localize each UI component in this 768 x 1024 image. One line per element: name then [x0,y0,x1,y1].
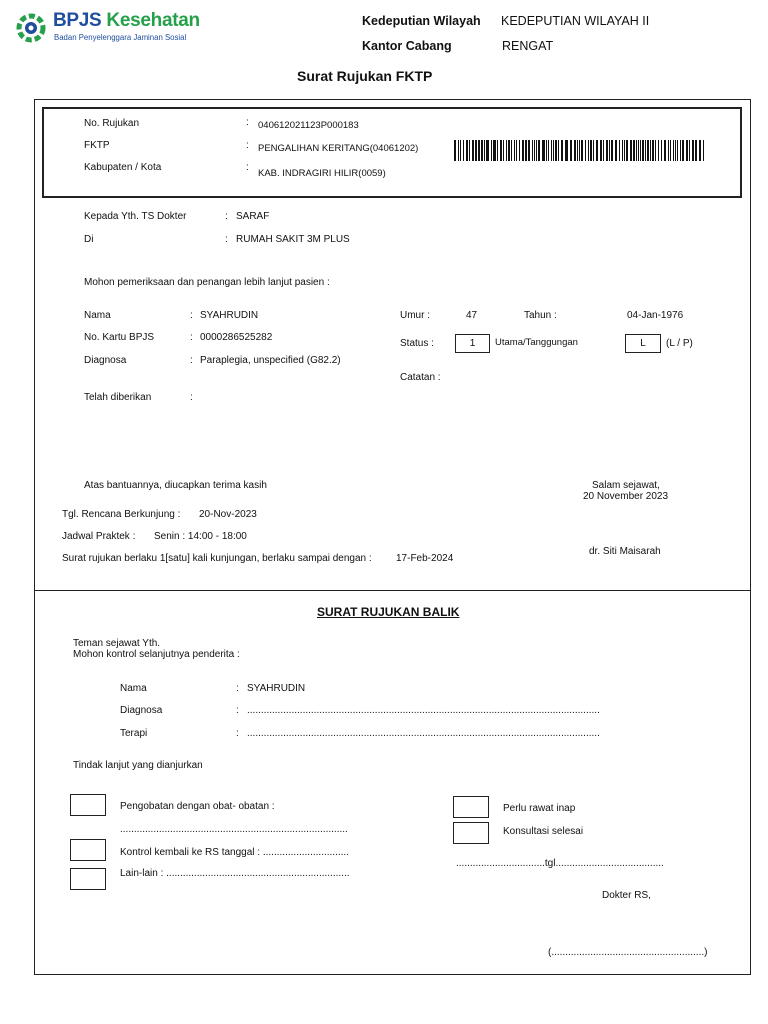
kedeputian-value: KEDEPUTIAN WILAYAH II [501,14,650,28]
tgl-line: ................................tgl....................................... [456,858,664,869]
sex-desc: (L / P) [666,338,693,349]
mohon-text: Mohon pemeriksaan dan penangan lebih lanjut pasien : [84,277,330,288]
colon: : [246,162,249,173]
status-box: 1 [455,334,490,353]
balik-diagnosa-label: Diagnosa [120,705,163,716]
teman-text: Teman sejawat Yth. [73,638,161,649]
page-title: Surat Rujukan FKTP [297,68,433,84]
kartu-label: No. Kartu BPJS [84,332,155,343]
tanggal-surat: 20 November 2023 [583,491,669,502]
colon: : [190,355,193,366]
kab-value: KAB. INDRAGIRI HILIR(0059) [258,168,386,179]
colon: : [190,332,193,343]
obat-dots: .................................................................................. [120,824,348,835]
sex-box: L [625,334,661,353]
kepada-value: SARAF [236,211,270,222]
signature-line: (.......................................................) [548,947,708,958]
section-divider [35,590,750,591]
nama-value: SYAHRUDIN [200,310,259,321]
jadwal-value: Senin : 14:00 - 18:00 [154,531,247,542]
colon: : [190,310,193,321]
konsultasi-label: Konsultasi selesai [503,826,584,837]
kedeputian-label: Kedeputian Wilayah [362,14,481,28]
colon: : [246,140,249,151]
no-rujukan-value: 040612021123P000183 [258,120,359,131]
colon: : [236,683,239,694]
balik-nama-label: Nama [120,683,147,694]
logo-brand-b: Kesehatan [106,10,200,31]
colon: : [225,211,228,222]
mohon-kontrol: Mohon kontrol selanjutnya penderita : [73,649,240,660]
obat-label: Pengobatan dengan obat- obatan : [120,801,275,812]
terapi-dots: ............................................................................................................................... [247,728,600,739]
kab-label: Kabupaten / Kota [84,162,162,173]
lain-checkbox[interactable] [70,868,106,890]
tahun-value: 04-Jan-1976 [627,310,684,321]
obat-checkbox[interactable] [70,794,106,816]
kantor-label: Kantor Cabang [362,39,452,53]
tahun-label: Tahun : [524,310,557,321]
di-value: RUMAH SAKIT 3M PLUS [236,234,350,245]
terima-kasih: Atas bantuannya, diucapkan terima kasih [84,480,267,491]
kontrol-checkbox[interactable] [70,839,106,861]
salam: Salam sejawat, [592,480,660,491]
fktp-label: FKTP [84,140,110,151]
dokter-name: dr. Siti Maisarah [589,546,661,557]
logo-brand [53,10,200,32]
document-frame [34,99,751,975]
rencana-label: Tgl. Rencana Berkunjung : [62,509,181,520]
no-rujukan-label: No. Rujukan [84,118,140,129]
telah-label: Telah diberikan [84,392,152,403]
colon: : [225,234,228,245]
barcode-icon [454,140,704,161]
umur-value: 47 [466,310,478,321]
rencana-value: 20-Nov-2023 [199,509,257,520]
rawat-checkbox[interactable] [453,796,489,818]
logo-brand-a: BPJS [53,10,102,31]
colon: : [236,728,239,739]
catatan-label: Catatan : [400,372,441,383]
diagnosa-value: Paraplegia, unspecified (G82.2) [200,355,341,366]
dokter-rs: Dokter RS, [602,890,651,901]
status-desc: Utama/Tanggungan [495,337,578,348]
diagnosa-dots: ............................................................................................................................... [247,705,600,716]
di-label: Di [84,234,94,245]
rawat-label: Perlu rawat inap [503,803,576,814]
balik-terapi-label: Terapi [120,728,148,739]
tindak-lanjut: Tindak lanjut yang dianjurkan [73,760,203,771]
kepada-label: Kepada Yth. TS Dokter [84,211,187,222]
bpjs-logo-icon [15,12,47,44]
colon: : [190,392,193,403]
status-label: Status : [400,338,434,349]
diagnosa-label: Diagnosa [84,355,127,366]
nama-label: Nama [84,310,111,321]
konsultasi-checkbox[interactable] [453,822,489,844]
balik-nama-value: SYAHRUDIN [247,683,306,694]
colon: : [246,117,249,128]
umur-label: Umur : [400,310,430,321]
colon: : [236,705,239,716]
berlaku-value: 17-Feb-2024 [396,553,454,564]
berlaku-label: Surat rujukan berlaku 1[satu] kali kunjungan, berlaku sampai dengan : [62,553,372,564]
kartu-value: 0000286525282 [200,332,273,343]
kantor-value: RENGAT [502,39,554,53]
lain-label: Lain-lain : .................................................................. [120,868,350,879]
balik-title: SURAT RUJUKAN BALIK [317,605,460,619]
fktp-value: PENGALIHAN KERITANG(04061202) [258,143,419,154]
kontrol-label: Kontrol kembali ke RS tanggal : ............................... [120,847,349,858]
logo-tagline: Badan Penyelenggara Jaminan Sosial [54,33,187,42]
jadwal-label: Jadwal Praktek : [62,531,136,542]
